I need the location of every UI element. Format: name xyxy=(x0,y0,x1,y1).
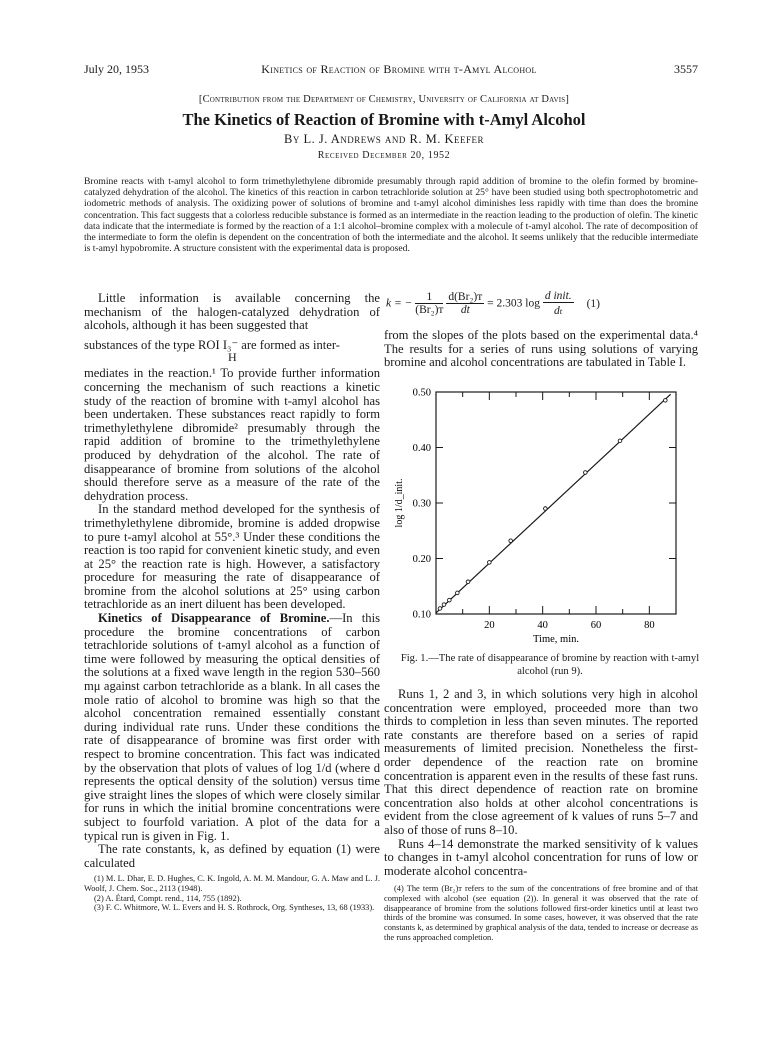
data-point xyxy=(544,507,548,511)
footnote-2: (2) A. Étard, Compt. rend., 114, 755 (1892). xyxy=(94,893,242,903)
formula-roi: ROI I₃⁻ xyxy=(198,337,239,352)
data-point xyxy=(509,539,513,543)
received-date: Received December 20, 1952 xyxy=(317,150,451,161)
footnote-1: (1) M. L. Dhar, E. D. Hughes, C. K. Ingold, A. M. M. Mandour, G. A. Maw and L. J. Woolf, J. Chem. Soc., 2113 (1948). xyxy=(84,874,380,894)
x-tick-label: 40 xyxy=(537,620,548,631)
paper-title: The Kinetics of Reaction of Bromine with t-Amyl Alcohol xyxy=(182,110,586,129)
eq-k: k = − xyxy=(386,297,413,310)
data-point xyxy=(584,471,588,475)
x-tick-label: 20 xyxy=(484,620,495,631)
intro-paragraph-c: mediates in the reaction.¹ To provide further information concerning the mechanism of such reactions a kinetic study of the reaction of bromine with t-amyl alcohol has been undertaken. These substances react rapidly to form trimethylethylene dibromide² presumably through the rapid addition of bromine to the trimethylethylene produced by dehydration of the alcohol. The rate of disappearance of bromine from solutions of the alcohol should therefore serve as a measure of the rate of the dehydration process. xyxy=(84,366,380,503)
kinetics-heading: Kinetics of Disappearance of Bromine. xyxy=(98,611,330,626)
data-point xyxy=(664,399,668,403)
formula-h: H xyxy=(228,350,237,365)
authors: By L. J. Andrews and R. M. Keefer xyxy=(283,132,485,146)
data-point xyxy=(488,561,492,565)
footnote-3: (3) F. C. Whitmore, W. L. Evers and H. S. Rothrock, Org. Syntheses, 13, 68 (1933). xyxy=(94,903,375,913)
data-point xyxy=(466,580,470,584)
eq-den-1: (Br₂)ᴛ xyxy=(415,304,444,316)
method-paragraph: In the standard method developed for the synthesis of trimethylethylene dibromide, bromine is added dropwise to pure t-amyl alcohol at 55°.³ Under these conditions the reaction is too rapid for convenient kinetic study, and even at 25° the reaction rate is high. However, a satisfactory procedure for measuring the rate of disappearance of bromine from the alcohol solutions at 25° using carbon tetrachloride as an inert diluent has been developed. xyxy=(84,502,380,612)
data-point xyxy=(438,607,442,611)
contribution-line: [Contribution from the Department of Chemistry, University of California at Davis] xyxy=(198,94,570,105)
left-column xyxy=(84,292,380,913)
formula-lead: substances of the type xyxy=(84,337,195,352)
figure-caption: Fig. 1.—The rate of disappearance of bromine by reaction with t-amyl alcohol (run 9). xyxy=(400,653,700,677)
right-column-top xyxy=(384,329,698,370)
eq-frac-1 xyxy=(415,291,443,316)
footnotes-right xyxy=(384,884,698,942)
eq-frac-2 xyxy=(446,291,484,316)
rate-constants-paragraph: The rate constants, k, as defined by equation (1) were calculated xyxy=(84,842,380,870)
runs-paragraph-1: Runs 1, 2 and 3, in which solutions very high in alcohol concentration were employed, proceeded more than two thirds to completion in less than seven minutes. The reported rate constants are therefore based on a series of rapid measurements of limited precision. Nonetheless the first-order dependence of the reaction rate on bromine concentration is apparent even in the results of these fast runs. That this direct dependence of reaction rate on bromine concentration also holds at other alcohol concentrations is evident from the close agreement of k values of runs 5–7 and also of those of runs 8–10. xyxy=(384,687,698,837)
eq-frac-3 xyxy=(543,290,574,317)
data-point xyxy=(618,439,622,443)
y-tick-label: 0.50 xyxy=(412,387,431,399)
plot-frame xyxy=(436,392,676,614)
abstract: Bromine reacts with t-amyl alcohol to form trimethylethylene dibromide presumably through rapid addition of bromine to the olefin formed by bromine-catalyzed dehydration of the alcohol. The kinetics of this reaction in carbon tetrachloride solution at 25° have been studied using both spectrophotometric and iodometric methods of analysis. The oxidizing power of solutions of bromine and t-amyl alcohol diminishes less rapidly with time than does the bromine concentration. This fact suggests that a colorless reducible substance is formed as an intermediate in the reaction leading to the production of olefin. The kinetic data indicate that the intermediate is formed by the reaction of a 1:1 alcohol–bromine complex with a molecule of t-amyl alcohol. The rate of decomposition of the intermediate to form the olefin is dependent on the concentration of both the intermediate and the alcohol. It seems unlikely that the reducible intermediate is t-amyl hypobromite. A structure consistent with the experimental data is proposed. xyxy=(84,176,698,255)
y-axis-label: log 1/d_init. xyxy=(394,478,405,528)
formula-trail: are formed as inter- xyxy=(241,337,340,352)
intro-paragraph-a: Little information is available concerning the mechanism of the halogen-catalyzed dehydration of alcohols, although it has been suggested that xyxy=(84,291,380,333)
kinetics-text: —In this procedure the bromine concentrations of carbon tetrachloride solutions of t-amyl alcohol as a function of time were followed by measuring the optical densities of the solutions at a fixed wave length in the region 530–560 mμ against carbon tetrachloride as a blank. In all cases the mole ratio of alcohol to bromine was high so that the alcohol concentration remained essentially constant during individual rate runs. Under these conditions the rate of disappearance of bromine was first order with respect to bromine concentration. This fact was indicated by the observation that plots of values of log 1/d (where d represents the optical density of the solution) versus time give straight lines the slopes of which were closely similar for runs in which the initial bromine concentrations were subject to fourfold variation. A plot of the data for a typical run is given in Fig. 1. xyxy=(84,611,380,843)
eq-den-3: dₜ xyxy=(553,305,563,317)
x-tick-label: 80 xyxy=(644,620,655,631)
figure-1-plot xyxy=(384,382,700,650)
results-paragraph: from the slopes of the plots based on the experimental data.⁴ The results for a series of runs using solutions of varying bromine and alcohol concentrations are tabulated in Table I. xyxy=(384,328,698,370)
data-point xyxy=(456,591,460,595)
eq-den-2: dt xyxy=(460,304,470,316)
right-column-bottom xyxy=(384,688,698,943)
y-tick-label: 0.40 xyxy=(412,443,431,454)
header-date: July 20, 1953 xyxy=(84,62,150,76)
x-axis-label: Time, min. xyxy=(533,634,579,645)
eq-number: (1) xyxy=(586,297,600,310)
footnote-4: (4) The term (Br₂)ᴛ refers to the sum of the concentrations of free bromine and of that complexed with alcohol (see equation (2)). In general it was observed that the rate of disappearance of bromine from the solutions followed first-order kinetics until at least two thirds of the bromine was consumed. In some cases, however, it was observed that the rate constants k, as determined by graphical analysis of the data, tended to increase or decrease as the runs approached completion. xyxy=(384,884,698,942)
data-point xyxy=(448,598,452,602)
fit-line xyxy=(436,394,671,613)
eq-num-1: 1 xyxy=(415,291,443,304)
runs-paragraph-2: Runs 4–14 demonstrate the marked sensitivity of k values to changes in t-amyl alcohol concentration for runs of low or moderate alcohol concentra- xyxy=(384,836,698,878)
eq-num-2: d(Br₂)ᴛ xyxy=(448,291,483,303)
eq-num-3: d init. xyxy=(544,290,572,302)
eq-mid: = 2.303 log xyxy=(487,297,540,310)
x-tick-label: 60 xyxy=(590,620,602,631)
data-point xyxy=(442,603,446,607)
footnotes-left xyxy=(84,874,380,913)
y-tick-label: 0.10 xyxy=(412,609,431,621)
y-tick-label: 0.30 xyxy=(412,498,431,510)
page-number: 3557 xyxy=(674,62,698,76)
running-title: Kinetics of Reaction of Bromine with t-Amyl Alcohol xyxy=(261,62,537,76)
y-tick-label: 0.20 xyxy=(412,554,431,565)
equation-1 xyxy=(386,290,706,324)
kinetics-paragraph xyxy=(84,612,380,843)
